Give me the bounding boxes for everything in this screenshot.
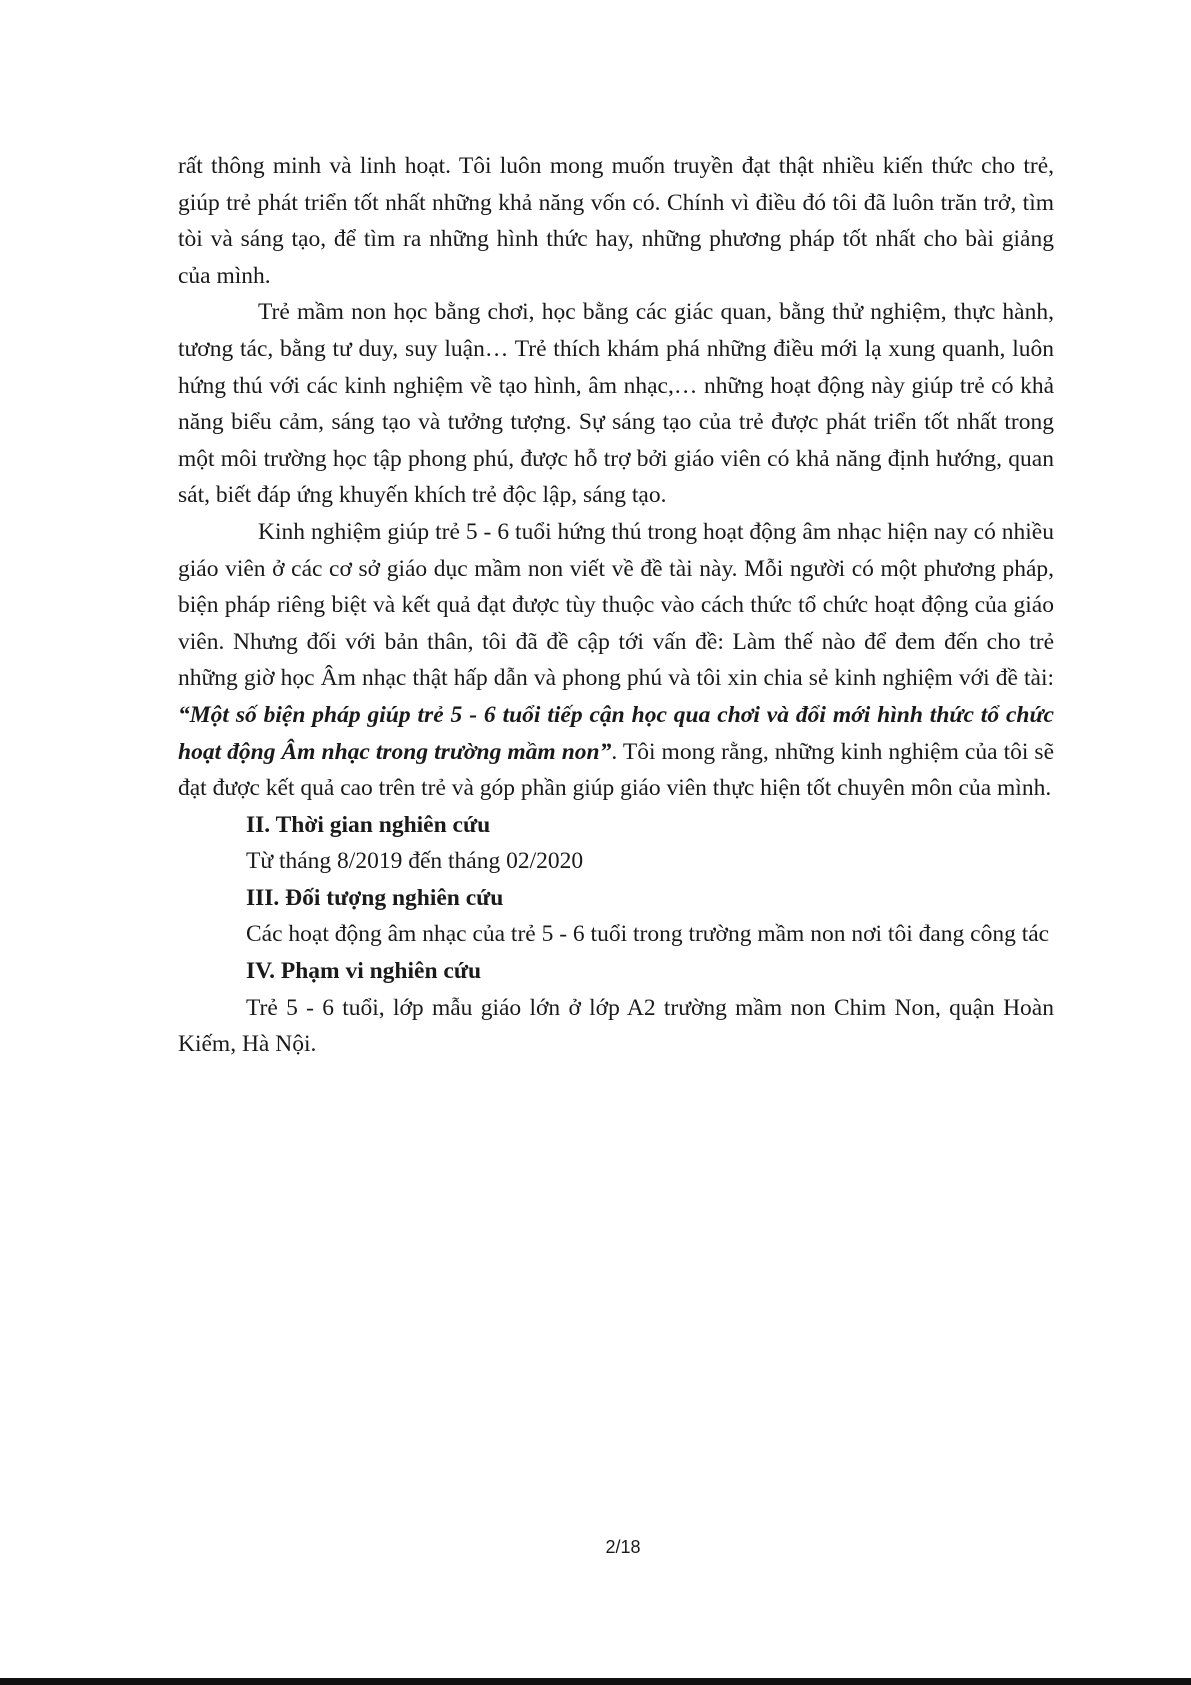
page-number: 2/18	[605, 1537, 641, 1557]
bottom-border	[0, 1678, 1191, 1685]
heading-research-scope: IV. Phạm vi nghiên cứu	[246, 958, 482, 985]
heading-research-time: II. Thời gian nghiên cứu	[246, 811, 491, 838]
research-scope-text: Trẻ 5 - 6 tuổi, lớp mẫu giáo lớn ở lớp A2 trường mầm non Chim Non, quận Hoàn Kiếm, Hà Nội.	[178, 994, 1054, 1058]
heading-research-subject: III. Đối tượng nghiên cứu	[246, 884, 504, 911]
topic-title: “Một số biện pháp giúp trẻ 5 - 6 tuổi tiếp cận học qua chơi và đổi mới hình thức tổ chức hoạt động Âm nhạc trong trường mầm non”	[178, 701, 1054, 765]
document-body	[178, 148, 1054, 1063]
paragraph-experience-start: Kinh nghiệm giúp trẻ 5 - 6 tuổi hứng thú trong hoạt động âm nhạc hiện nay có nhiều giáo viên ở các cơ sở giáo dục mầm non viết về đề tài này. Mỗi người có một phương pháp, biện pháp riêng biệt và kết quả đạt được tùy thuộc vào cách thức tổ chức hoạt động của giáo viên. Nhưng đối với bản thân, tôi đã đề cập tới vấn đề: Làm thế nào để đem đến cho trẻ những giờ học Âm nhạc thật hấp dẫn và phong phú và tôi xin chia sẻ kinh nghiệm với đề tài:	[178, 518, 1054, 692]
paragraph-preschool-learning: Trẻ mầm non học bằng chơi, học bằng các giác quan, bằng thử nghiệm, thực hành, tương tác, bằng tư duy, suy luận… Trẻ thích khám phá những điều mới lạ xung quanh, luôn hứng thú với các kinh nghiệm về tạo hình, âm nhạc,… những hoạt động này giúp trẻ có khả năng biểu cảm, sáng tạo và tưởng tượng. Sự sáng tạo của trẻ được phát triển tốt nhất trong một môi trường học tập phong phú, được hỗ trợ bởi giáo viên có khả năng định hướng, quan sát, biết đáp ứng khuyến khích trẻ độc lập, sáng tạo.	[178, 299, 1054, 509]
paragraph-experience-topic	[178, 514, 1054, 807]
paragraph-intro-continued: rất thông minh và linh hoạt. Tôi luôn mong muốn truyền đạt thật nhiều kiến thức cho trẻ, giúp trẻ phát triển tốt nhất những khả năng vốn có. Chính vì điều đó tôi đã luôn trăn trở, tìm tòi và sáng tạo, để tìm ra những hình thức hay, những phương pháp tốt nhất cho bài giảng của mình.	[178, 153, 1054, 289]
research-subject-text: Các hoạt động âm nhạc của trẻ 5 - 6 tuổi trong trường mầm non nơi tôi đang công tác	[246, 921, 1050, 948]
paragraph-experience-end: . Tôi mong rằng, những kinh nghiệm của tôi sẽ đạt được kết quả cao trên trẻ và góp phần giúp giáo viên thực hiện tốt chuyên môn của mình.	[178, 738, 1054, 802]
research-time-text: Từ tháng 8/2019 đến tháng 02/2020	[246, 848, 584, 875]
